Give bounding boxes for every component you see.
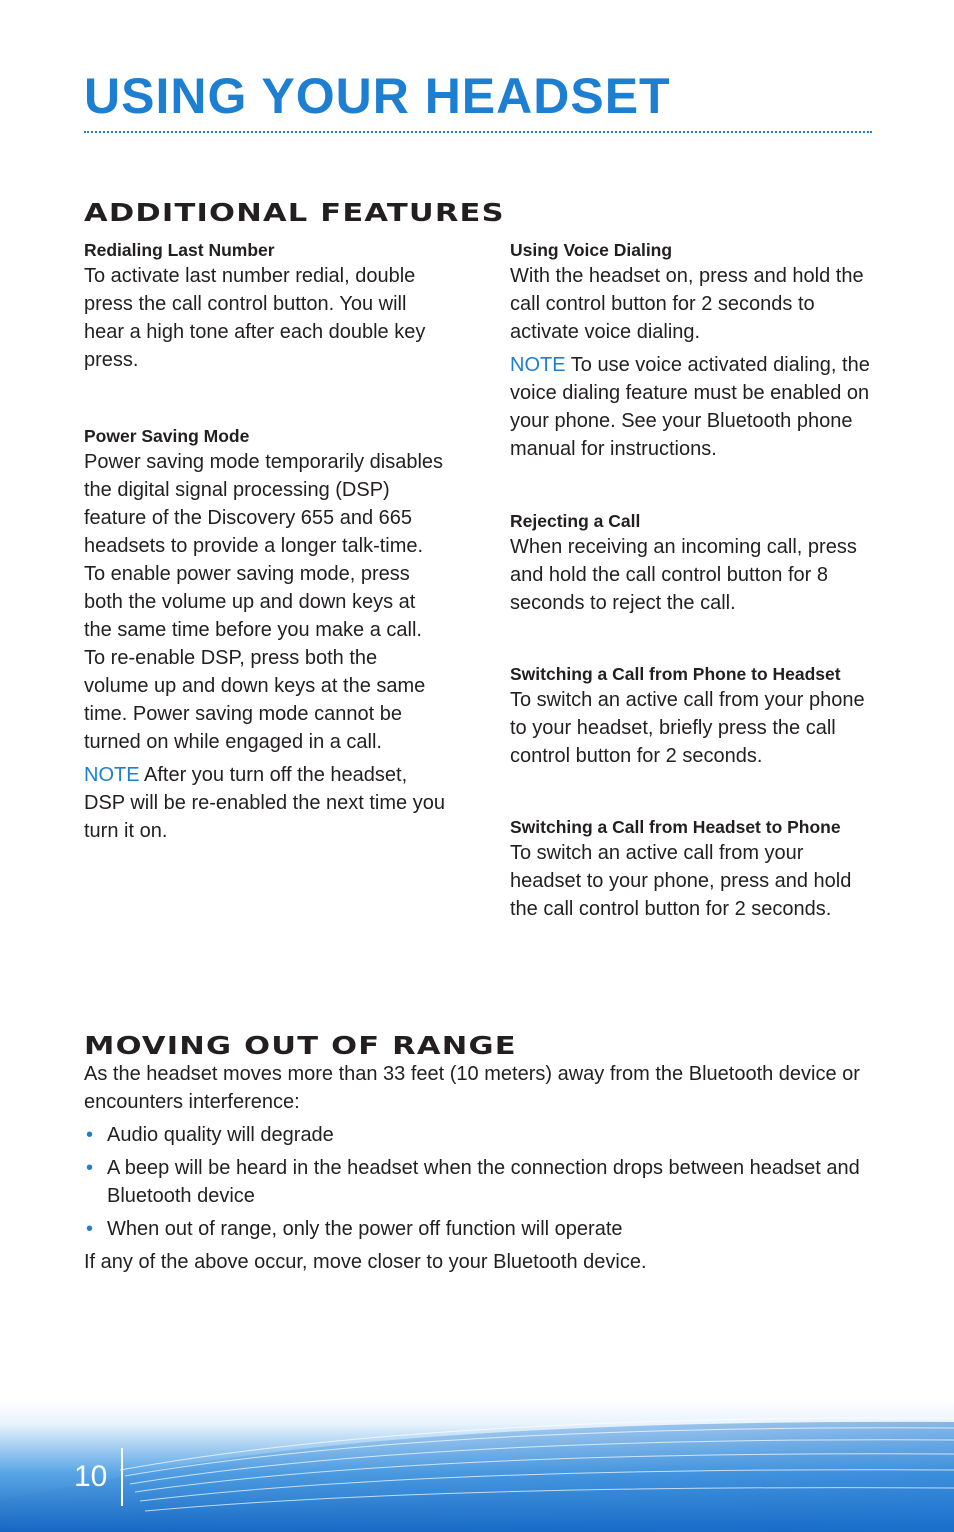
feature-title: Power Saving Mode xyxy=(84,426,250,446)
feature-voice-dialing xyxy=(510,238,872,463)
feature-title: Redialing Last Number xyxy=(84,240,275,260)
feature-note xyxy=(84,761,446,845)
feature-redialing xyxy=(84,238,446,374)
range-intro: As the headset moves more than 33 feet (10 meters) away from the Bluetooth device or encounters interference: xyxy=(84,1063,860,1113)
out-of-range-section xyxy=(84,1060,874,1276)
range-outro: If any of the above occur, move closer to your Bluetooth device. xyxy=(84,1251,647,1273)
feature-title: Switching a Call from Phone to Headset xyxy=(510,664,841,684)
feature-body: To switch an active call from your phone to your headset, briefly press the call control button for 2 seconds. xyxy=(510,689,865,767)
feature-body: Power saving mode temporarily disables the digital signal processing (DSP) feature of the Discovery 655 and 665 headsets to provide a longer talk-time. To enable power saving mode, press both the volume up and down keys at the same time before you make a call. To re-enable DSP, press both the volume up and down keys at the same time. Power saving mode cannot be turned on while engaged in a call. xyxy=(84,451,444,753)
footer-wave-band xyxy=(0,1400,954,1532)
bullet-icon: • xyxy=(86,1124,94,1146)
note-label: NOTE xyxy=(84,764,140,786)
moving-out-of-range-heading: MOVING OUT OF RANGE xyxy=(84,1031,517,1060)
feature-title: Rejecting a Call xyxy=(510,511,641,531)
page-number: 10 xyxy=(74,1460,108,1493)
features-left-column xyxy=(84,238,446,845)
page-title: USING YOUR HEADSET xyxy=(84,68,671,124)
feature-headset-to-phone xyxy=(510,815,872,923)
list-item xyxy=(84,1215,874,1243)
feature-body: With the headset on, press and hold the call control button for 2 seconds to activate voice dialing. xyxy=(510,265,864,343)
feature-title: Switching a Call from Headset to Phone xyxy=(510,817,841,837)
additional-features-heading: ADDITIONAL FEATURES xyxy=(84,198,505,227)
feature-phone-to-headset xyxy=(510,662,872,770)
bullet-icon: • xyxy=(86,1218,94,1240)
bullet-icon: • xyxy=(86,1157,94,1179)
list-item-text: Audio quality will degrade xyxy=(107,1124,334,1146)
list-item-text: A beep will be heard in the headset when the connection drops between headset and Bluetooth device xyxy=(107,1157,860,1207)
page-number-divider xyxy=(121,1448,123,1506)
feature-title: Using Voice Dialing xyxy=(510,240,673,260)
note-label: NOTE xyxy=(510,354,566,376)
feature-power-saving xyxy=(84,424,446,845)
feature-body: To switch an active call from your headset to your phone, press and hold the call control button for 2 seconds. xyxy=(510,842,852,920)
note-text: To use voice activated dialing, the voice dialing feature must be enabled on your phone. See your Bluetooth phone manual for instructions. xyxy=(510,354,870,460)
feature-note xyxy=(510,351,872,463)
list-item xyxy=(84,1154,874,1210)
feature-body: To activate last number redial, double press the call control button. You will hear a high tone after each double key press. xyxy=(84,265,426,371)
feature-rejecting-call xyxy=(510,509,872,617)
range-bullet-list xyxy=(84,1121,874,1243)
features-right-column xyxy=(510,238,872,923)
list-item xyxy=(84,1121,874,1149)
note-text: After you turn off the headset, DSP will be re-enabled the next time you turn it on. xyxy=(84,764,445,842)
list-item-text: When out of range, only the power off function will operate xyxy=(107,1218,623,1240)
title-dotted-rule xyxy=(84,131,872,133)
feature-body: When receiving an incoming call, press and hold the call control button for 8 seconds to reject the call. xyxy=(510,536,857,614)
